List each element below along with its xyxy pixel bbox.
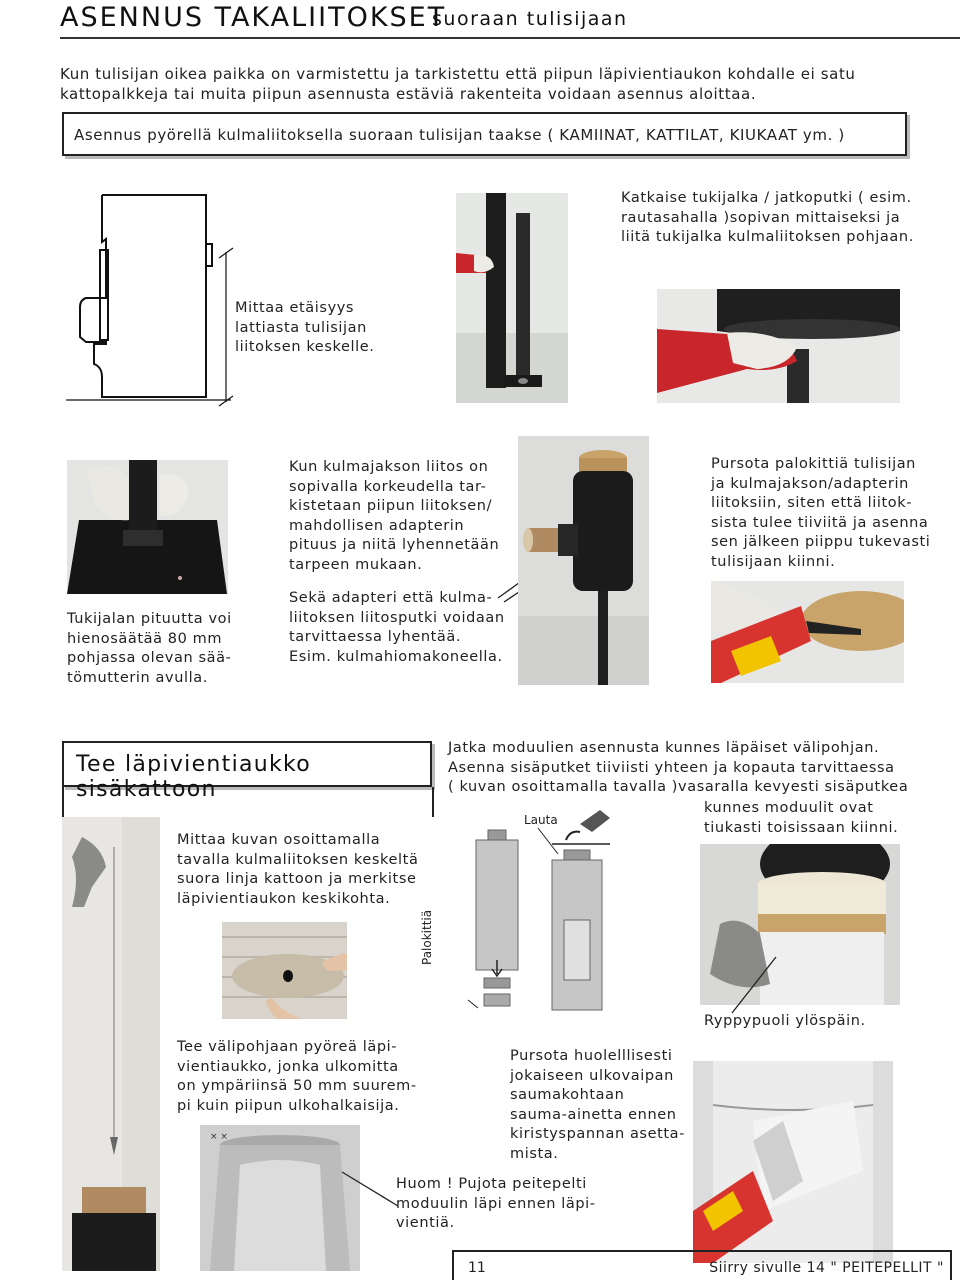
- page-header: [60, 0, 960, 40]
- svg-text:× ×: × ×: [210, 1132, 228, 1142]
- page-title: ASENNUS TAKALIITOKSET: [60, 2, 447, 33]
- seal-text: Pursota palokittiä tulisijan ja kulmajakson/adapterin liitoksiin, siten että liitok- sista tulee tiiviitä ja asenna sen jälkeen piippu tukevasti tulisijaan kiinni.: [711, 456, 931, 570]
- note-pointer: [340, 1170, 400, 1210]
- plumb-line-photo: [62, 817, 160, 1271]
- shorten-text: Sekä adapteri että kulma- liitoksen liitosputki voidaan tarvittaessa lyhentää. Esim. kulmahiomakoneella.: [289, 590, 505, 665]
- ceiling-template-photo: [222, 922, 347, 1019]
- section2-title-box: [62, 741, 432, 802]
- label-palokittia: Palokittiä: [420, 909, 434, 965]
- cut-leg-text: Katkaise tukijalka / jatkoputki ( esim. rautasahalla )sopivan mittaiseksi ja liitä tukijalka kulmaliitoksen pohjaan.: [621, 190, 914, 245]
- seam-sealant-photo: [693, 1061, 893, 1263]
- adjust-text: Tukijalan pituutta voi hienosäätää 80 mm pohjassa olevan sää- tömutterin avulla.: [67, 611, 232, 686]
- page-subtitle: suoraan tulisijaan: [432, 8, 628, 30]
- page-number: 11: [468, 1260, 486, 1276]
- attach-leg-photo: [657, 289, 900, 403]
- modules-diagram: [440, 810, 650, 1020]
- banner-text: Asennus pyörellä kulmaliitoksella suoraan tulisijan taakse ( KAMIINAT, KATTILAT, KIUKAAT ym. ): [74, 126, 845, 144]
- leg-photo: [456, 193, 568, 403]
- continue-text: Jatka moduulien asennusta kunnes läpäiset välipohjan. Asenna sisäputket tiiviisti yhteen ja kopauta tarvittaessa ( kuvan osoittamalla tavalla )vasaralla kevyesti sisäputkea: [448, 740, 909, 795]
- height-check-text: Kun kulmajakson liitos on sopivalla korkeudella tar- kistetaan piipun liitoksen/ mahdollisen adapterin pituus ja niitä lyhennetään tarpeen mukaan.: [289, 459, 500, 573]
- pipe-tee-photo: [518, 436, 649, 685]
- base-plate-photo: [67, 460, 228, 594]
- label-lauta: Lauta: [524, 813, 558, 827]
- section2-title: Tee läpivientiaukko sisäkattoon: [76, 752, 312, 802]
- wrinkle-pointer: [730, 955, 780, 1015]
- install-banner: [62, 112, 907, 156]
- make-hole-text: Tee välipohjaan pyöreä läpi- vientiaukko, jonka ulkomitta on ympäriinsä 50 mm suurem- pi kuin piipun ulkohalkaisija.: [177, 1039, 417, 1114]
- footer-box: [452, 1250, 952, 1280]
- header-divider: [60, 37, 960, 39]
- sealant-photo: [711, 581, 904, 683]
- section2-right-rule: [432, 787, 434, 817]
- stove-diagram: [66, 192, 241, 407]
- wrinkle-text: Ryppypuoli ylöspäin.: [704, 1013, 866, 1029]
- note-text: Huom ! Pujota peitepelti moduulin läpi ennen läpi- vientiä.: [396, 1176, 596, 1231]
- intro-text: Kun tulisijan oikea paikka on varmistettu ja tarkistettu että piipun läpivientiaukon kohdalle ei satu kattopalkkeja tai muita piipun asennusta estäviä rakenteita voidaan asennus aloittaa.: [60, 65, 856, 103]
- next-page-link[interactable]: Siirry sivulle 14 " PEITEPELLIT ": [709, 1260, 944, 1276]
- sealant-text: Pursota huolelllisesti jokaiseen ulkovaipan saumakohtaan sauma-ainetta ennen kiristyspannan asetta- mista.: [510, 1048, 685, 1162]
- mark-center-text: Mittaa kuvan osoittamalla tavalla kulmaliitoksen keskeltä suora linja kattoon ja merkitse läpivientiaukon keskikohta.: [177, 832, 419, 907]
- section2-left-rule: [62, 787, 64, 817]
- ceiling-collar-photo: [200, 1125, 360, 1271]
- continue-text-2: kunnes moduulit ovat tiukasti toisissaan kiinni.: [704, 800, 899, 836]
- measure-text: Mittaa etäisyys lattiasta tulisijan liitoksen keskelle.: [235, 300, 375, 355]
